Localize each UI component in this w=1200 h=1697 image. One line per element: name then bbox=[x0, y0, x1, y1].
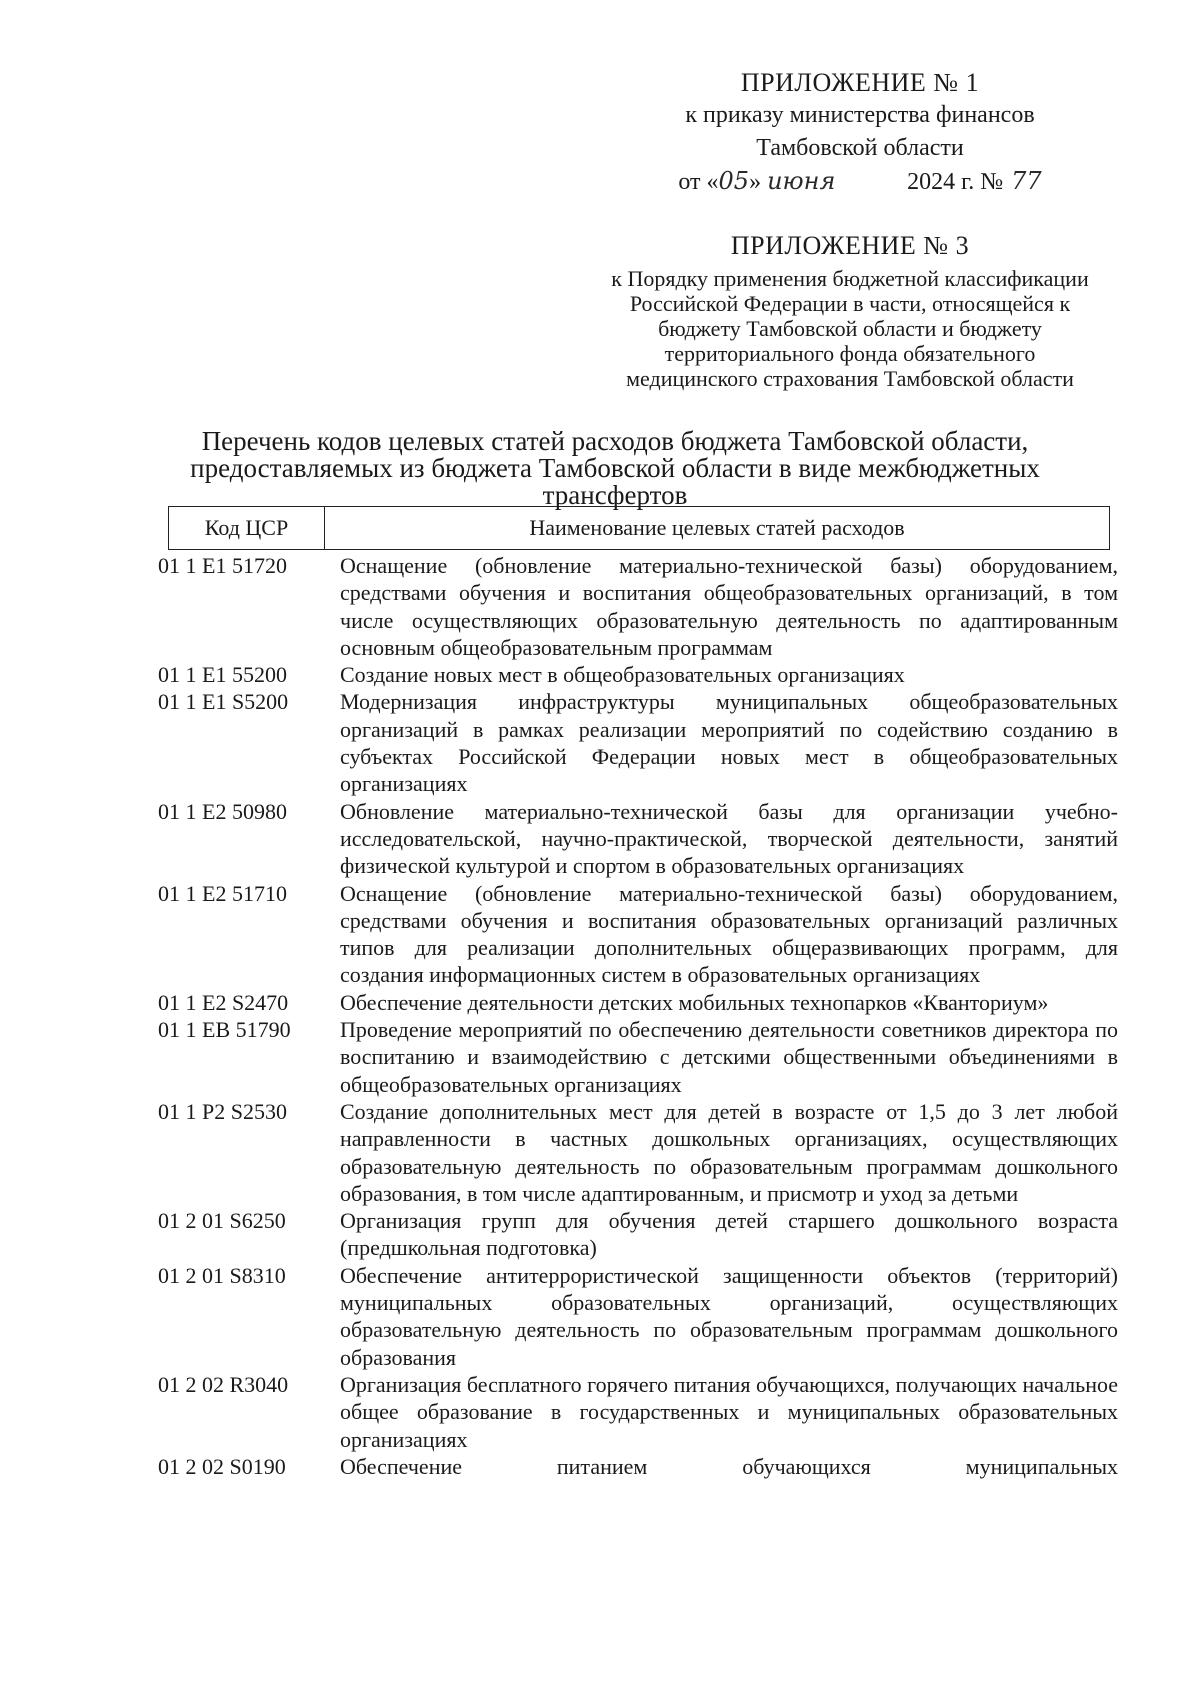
appendix-1-line: Тамбовской области bbox=[756, 135, 964, 161]
header-code: Код ЦСР bbox=[169, 507, 325, 549]
table-row bbox=[158, 880, 1118, 989]
row-code: 01 2 02 R3040 bbox=[158, 1371, 289, 1397]
appendix-3-line: Российской Федерации в части, относящейся к bbox=[629, 291, 1071, 316]
heading-line: трансфертов bbox=[542, 480, 688, 510]
row-name: Обеспечение антитеррористической защищенности объектов (территорий) муниципальных образовательных организаций, осуществляющих образовательную деятельность по образовательным программам дошкольного образования bbox=[340, 1262, 1118, 1370]
appendix-3-line: бюджету Тамбовской области и бюджету bbox=[658, 316, 1042, 341]
table-row bbox=[158, 1016, 1118, 1098]
order-day-close: » bbox=[749, 169, 762, 195]
row-name: Организация бесплатного горячего питания обучающихся, получающих начальное общее образование в государственных и муниципальных образовательных организациях bbox=[340, 1371, 1118, 1452]
order-prefix: от « bbox=[678, 169, 719, 195]
row-code: 01 1 E2 S2470 bbox=[158, 989, 289, 1015]
table-row bbox=[158, 1207, 1118, 1262]
table-row bbox=[158, 798, 1118, 880]
appendix-3-block bbox=[580, 228, 1120, 391]
handwritten-order-number: 77 bbox=[1011, 167, 1042, 195]
order-date-line bbox=[620, 165, 1100, 199]
row-code: 01 1 E1 51720 bbox=[158, 553, 287, 578]
row-name: Создание дополнительных мест для детей в возрасте от 1,5 до 3 лет любой направленности в частных дошкольных организациях, осуществляющих образовательную деятельность по образовательным программам дошкольного образования, в том числе адаптированным, и присмотр и уход за детьми bbox=[340, 1098, 1118, 1206]
row-name: Модернизация инфраструктуры муниципальных общеобразовательных организаций в рамках реализации мероприятий по содействию созданию в субъектах Российской Федерации новых мест в общеобразовательных организациях bbox=[340, 689, 1118, 797]
table-row bbox=[158, 1098, 1118, 1207]
handwritten-day: 05 bbox=[718, 167, 750, 195]
header-name: Наименование целевых статей расходов bbox=[529, 515, 905, 540]
row-name: Обновление материально-технической базы для организации учебно-исследовательской, научно-практической, творческой деятельности, занятий физической культурой и спортом в образовательных организациях bbox=[340, 798, 1118, 879]
row-name: Обеспечение питанием обучающихся муниципальных bbox=[340, 1453, 1118, 1479]
appendix-1-title: ПРИЛОЖЕНИЕ № 1 bbox=[740, 68, 980, 97]
table-row bbox=[158, 661, 1118, 688]
row-name: Оснащение (обновление материально-технической базы) оборудованием, средствами обучения и воспитания образовательных организаций различных типов для реализации дополнительных общеразвивающих программ, для создания информационных систем в образовательных организациях bbox=[340, 880, 1118, 988]
handwritten-month: июня bbox=[767, 167, 836, 195]
row-code: 01 1 E2 51710 bbox=[158, 880, 287, 906]
document-heading bbox=[150, 428, 1080, 509]
row-code: 01 1 E2 50980 bbox=[158, 798, 287, 824]
row-code: 01 1 P2 S2530 bbox=[158, 1098, 287, 1124]
table-body bbox=[158, 552, 1118, 1480]
table-row bbox=[158, 1371, 1118, 1453]
row-name: Обеспечение деятельности детских мобильных технопарков «Кванториум» bbox=[340, 989, 1049, 1015]
table-header bbox=[168, 506, 1110, 550]
appendix-3-line: к Порядку применения бюджетной классификации bbox=[611, 266, 1089, 291]
row-code: 01 2 01 S8310 bbox=[158, 1262, 286, 1288]
appendix-1-line: к приказу министерства финансов bbox=[685, 102, 1035, 128]
appendix-1-block bbox=[620, 66, 1100, 199]
table-row bbox=[158, 552, 1118, 661]
appendix-3-line: территориального фонда обязательного bbox=[664, 341, 1036, 366]
row-code: 01 1 EB 51790 bbox=[158, 1017, 291, 1043]
row-name: Организация групп для обучения детей старшего дошкольного возраста (предшкольная подготовка) bbox=[340, 1208, 1118, 1261]
row-code: 01 1 E1 S5200 bbox=[158, 689, 289, 715]
row-code: 01 2 02 S0190 bbox=[158, 1453, 286, 1479]
row-name: Проведение мероприятий по обеспечению деятельности советников директора по воспитанию и взаимодействию с детскими общественными объединениями в общеобразовательных организациях bbox=[340, 1017, 1118, 1097]
row-code: 01 1 E1 55200 bbox=[158, 662, 287, 688]
table-row bbox=[158, 688, 1118, 797]
row-name: Создание новых мест в общеобразовательных организациях bbox=[340, 662, 905, 688]
table-row bbox=[158, 989, 1118, 1016]
appendix-3-line: медицинского страхования Тамбовской области bbox=[626, 366, 1074, 391]
appendix-3-title: ПРИЛОЖЕНИЕ № 3 bbox=[730, 231, 970, 260]
row-code: 01 2 01 S6250 bbox=[158, 1208, 286, 1234]
heading-line: Перечень кодов целевых статей расходов бюджета Тамбовской области, bbox=[201, 426, 1029, 456]
order-year: 2024 г. № bbox=[907, 169, 1004, 195]
table-row bbox=[158, 1262, 1118, 1371]
row-name: Оснащение (обновление материально-технической базы) оборудованием, средствами обучения и воспитания общеобразовательных организаций, в том числе осуществляющих образовательную деятельность по адаптированным основным общеобразовательным программам bbox=[340, 553, 1118, 660]
heading-line: предоставляемых из бюджета Тамбовской области в виде межбюджетных bbox=[190, 453, 1040, 483]
table-row bbox=[158, 1453, 1118, 1480]
